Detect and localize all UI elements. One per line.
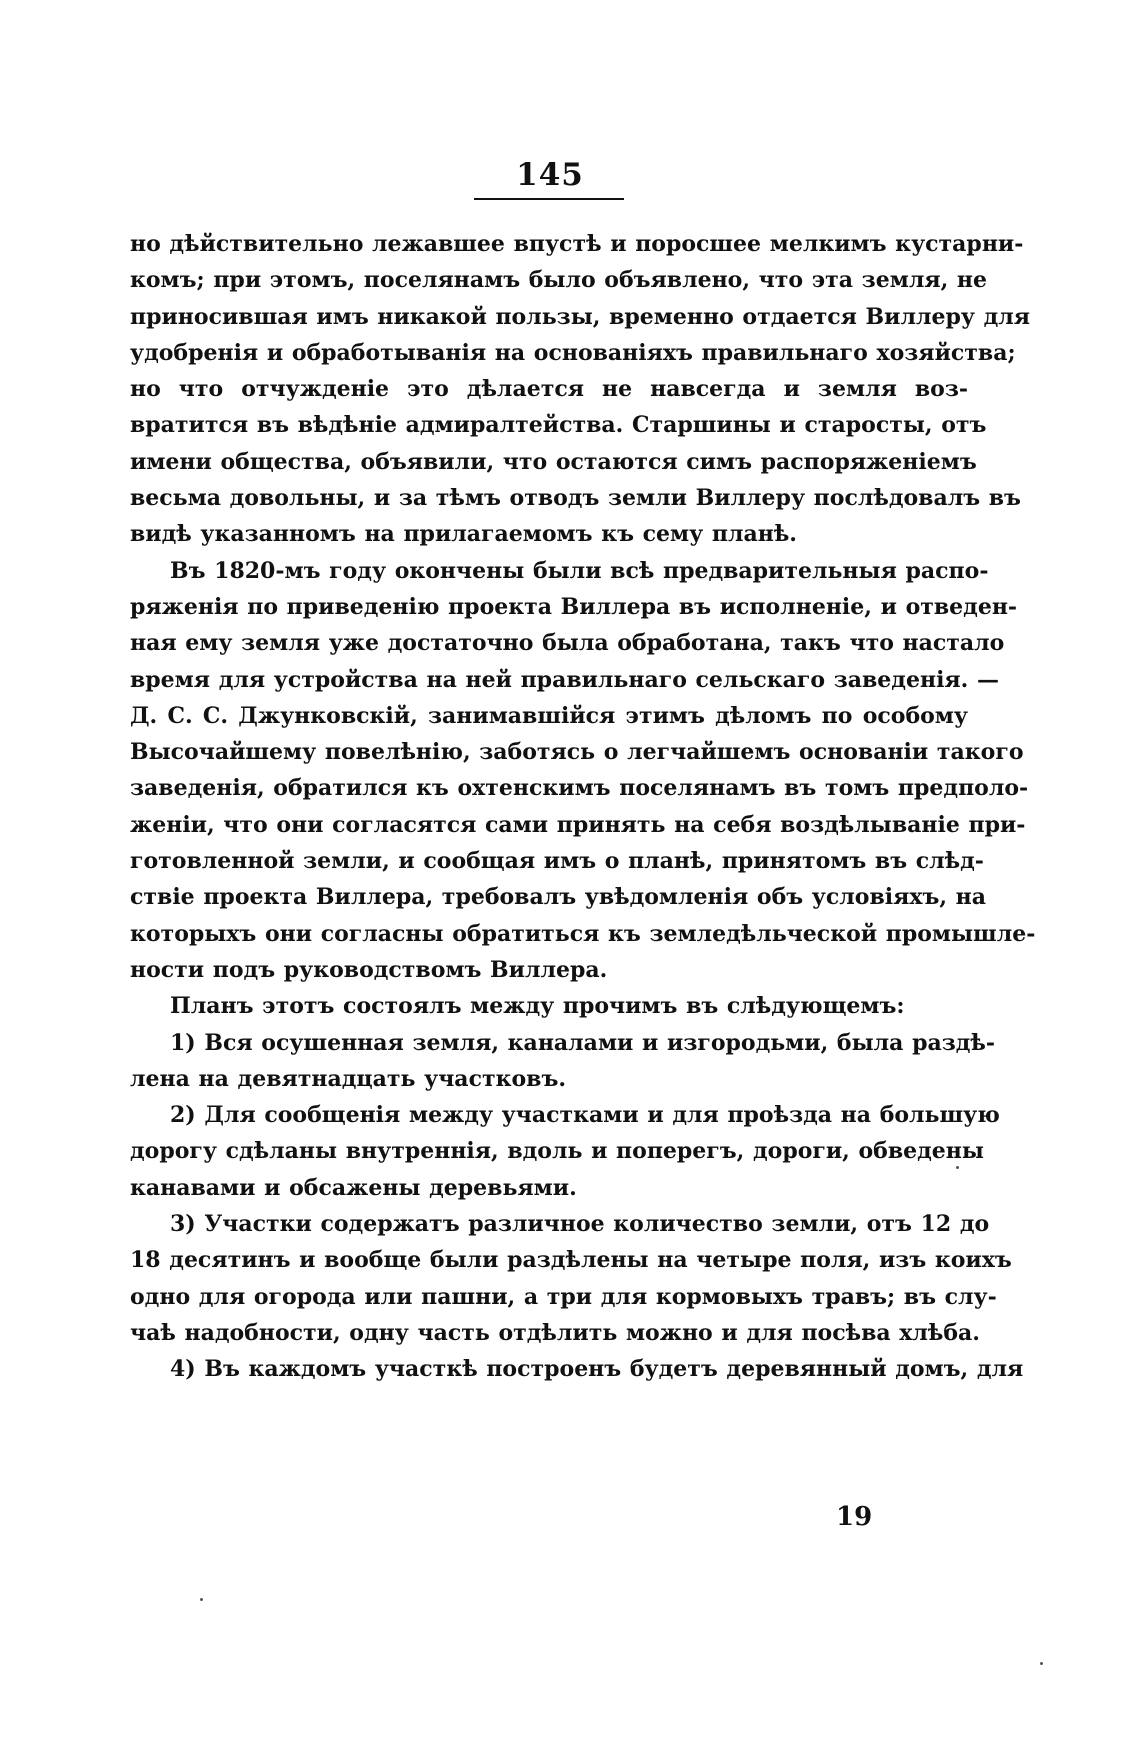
- text-line: 18 десятинъ и вообще были раздѣлены на четыре поля, изъ коихъ: [130, 1247, 1012, 1274]
- text-line: видѣ указанномъ на прилагаемомъ къ сему планѣ.: [130, 521, 797, 548]
- text-line: комъ; при этомъ, поселянамъ было объявлено, что эта земля, не: [130, 267, 988, 294]
- text-line: ряженія по приведенію проекта Виллера въ исполненіе, и отведен-: [130, 593, 1018, 620]
- text-line: женіи, что они согласятся сами принять на себя воздѣлываніе при-: [130, 811, 1026, 838]
- text-line: имени общества, объявили, что остаются симъ распоряженіемъ: [130, 448, 977, 475]
- text-line: готовленной земли, и сообщая имъ о планѣ, принятомъ въ слѣд-: [130, 848, 984, 875]
- text-line: весьма довольны, и за тѣмъ отводъ земли Виллеру послѣдовалъ въ: [130, 485, 1021, 512]
- text-line: вратится въ вѣдѣніе адмиралтейства. Старшины и старосты, отъ: [130, 412, 987, 439]
- text-line: чаѣ надобности, одну часть отдѣлить можно и для посѣва хлѣба.: [130, 1319, 980, 1346]
- text-line: 3) Участки содержатъ различное количество земли, отъ 12 до: [170, 1211, 990, 1238]
- text-line: канавами и обсажены деревьями.: [130, 1174, 577, 1201]
- print-speck: [200, 1598, 203, 1601]
- print-speck: [1040, 1662, 1043, 1665]
- text-line: 4) Въ каждомъ участкѣ построенъ будетъ деревянный домъ, для: [170, 1356, 1024, 1383]
- page-number: 145: [516, 157, 584, 193]
- body-text: [130, 226, 1036, 1388]
- text-line: ная ему земля уже достаточно была обработана, такъ что настало: [130, 630, 1005, 657]
- text-line: которыхъ они согласны обратиться къ земледѣльческой промышле-: [130, 920, 1036, 947]
- text-line: 1) Вся осушенная земля, каналами и изгородьми, была раздѣ-: [170, 1029, 996, 1056]
- text-line: ствіе проекта Виллера, требовалъ увѣдомленія объ условіяхъ, на: [130, 884, 987, 911]
- text-line: удобренія и обработыванія на основаніяхъ правильнаго хозяйства;: [130, 339, 1016, 366]
- print-speck: [956, 1166, 959, 1169]
- text-line: лена на девятнадцать участковъ.: [130, 1065, 566, 1092]
- text-line: но дѣйствительно лежавшее впустѣ и поросшее мелкимъ кустарни-: [130, 231, 1024, 257]
- text-line: дорогу сдѣланы внутреннія, вдоль и поперегъ, дороги, обведены: [130, 1138, 984, 1165]
- text-line: заведенія, обратился къ охтенскимъ поселянамъ въ томъ предполо-: [130, 775, 1029, 802]
- text-line: Въ 1820-мъ году окончены были всѣ предварительныя распо-: [170, 557, 989, 584]
- text-line: приносившая имъ никакой пользы, временно отдается Виллеру для: [130, 303, 1031, 330]
- text-line: но что отчужденіе это дѣлается не навсегда и земля воз-: [130, 376, 968, 403]
- text-line: Д. С. С. Джунковскій, занимавшійся этимъ дѣломъ по особому: [130, 702, 968, 729]
- text-line: время для устройства на ней правильнаго сельскаго заведенія. —: [130, 666, 999, 693]
- text-line: ности подъ руководствомъ Виллера.: [130, 956, 608, 983]
- text-line: Планъ этотъ состоялъ между прочимъ въ слѣдующемъ:: [170, 993, 905, 1020]
- text-line: одно для огорода или пашни, а три для кормовыхъ травъ; въ слу-: [130, 1283, 997, 1310]
- signature-mark: 19: [836, 1502, 873, 1532]
- text-line: Высочайшему повелѣнію, заботясь о легчайшемъ основаніи такого: [130, 739, 1024, 766]
- header-rule: [474, 198, 624, 200]
- text-line: 2) Для сообщенія между участками и для проѣзда на большую: [170, 1102, 1000, 1129]
